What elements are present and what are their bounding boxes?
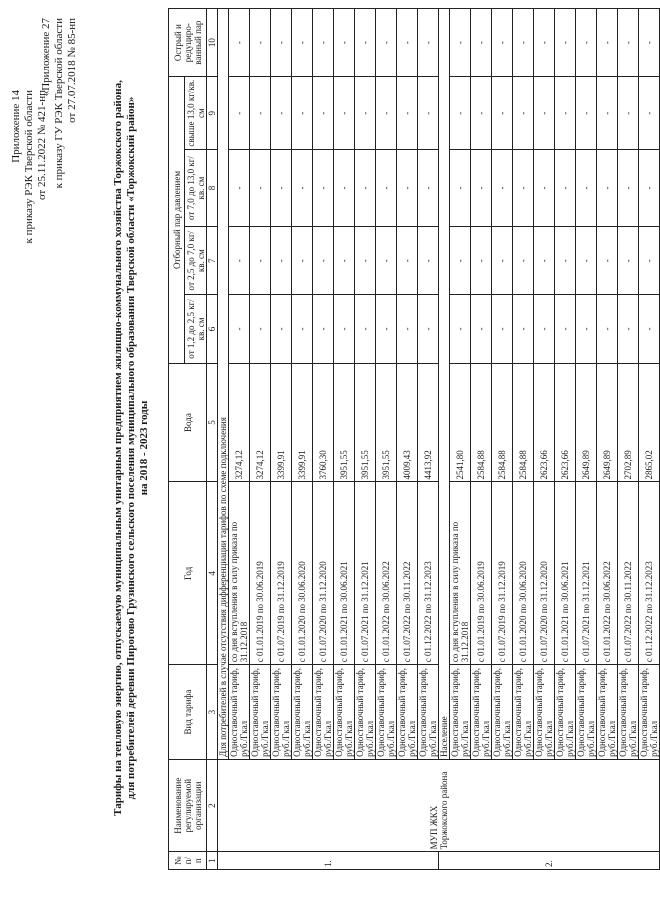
tariff-type-cell: Одноставочный тариф, руб./Гкал (292, 665, 313, 760)
water-tariff-cell: 2865,02 (639, 363, 660, 482)
empty-value-cell: - (492, 150, 513, 227)
appendix-line-2: к приказу РЭК Тверской области (23, 90, 35, 244)
empty-value-cell: - (376, 227, 397, 295)
empty-value-cell: - (555, 150, 576, 227)
header-pressure-4: свыше 13,0 кг/кв. см (185, 77, 207, 150)
table-row (450, 9, 471, 870)
empty-value-cell: - (639, 295, 660, 363)
header-pressure-3: от 7,0 до 13,0 кг/кв. см (185, 150, 207, 227)
tariff-type-cell: Одноставочный тариф, руб./Гкал (418, 665, 439, 760)
empty-value-cell: - (334, 227, 355, 295)
header-no: № п/ п (169, 852, 207, 870)
empty-value-cell: - (313, 77, 334, 150)
empty-value-cell: - (471, 150, 492, 227)
table-row (597, 9, 618, 870)
water-tariff-cell: 3951,55 (334, 363, 355, 482)
table-row (471, 9, 492, 870)
tariff-table (168, 8, 660, 870)
water-tariff-cell: 3760,30 (313, 363, 334, 482)
empty-value-cell: - (313, 227, 334, 295)
water-tariff-cell: 2649,89 (597, 363, 618, 482)
empty-value-cell: - (397, 227, 418, 295)
period-cell: с 01.07.2021 по 31.12.2021 (576, 482, 597, 665)
tariff-type-cell: Одноставочный тариф, руб./Гкал (597, 665, 618, 760)
empty-value-cell: - (355, 77, 376, 150)
empty-value-cell: - (576, 9, 597, 77)
water-tariff-cell: 3399,91 (292, 363, 313, 482)
period-cell: с 01.01.2020 по 30.06.2020 (513, 482, 534, 665)
table-row (618, 9, 639, 870)
empty-value-cell: - (355, 150, 376, 227)
empty-value-cell: - (534, 77, 555, 150)
col-number: 3 (207, 665, 218, 760)
table-body (218, 9, 660, 870)
empty-value-cell: - (250, 77, 271, 150)
tariff-type-cell: Одноставочный тариф, руб./Гкал (355, 665, 376, 760)
period-cell: со дня вступления в силу приказа по 31.12.2018 (229, 482, 250, 665)
empty-value-cell: - (334, 150, 355, 227)
empty-value-cell: - (450, 9, 471, 77)
empty-value-cell: - (555, 295, 576, 363)
empty-value-cell: - (639, 9, 660, 77)
empty-value-cell: - (471, 77, 492, 150)
table-row (271, 9, 292, 870)
title-line-2: для потребителей деревни Пирогово Грузинского сельского поселения муниципального образования Тверской области «Торжокский район» (125, 96, 137, 800)
tariff-type-cell: Одноставочный тариф, руб./Гкал (639, 665, 660, 760)
period-cell: с 01.01.2022 по 30.06.2022 (597, 482, 618, 665)
tariff-type-cell: Одноставочный тариф, руб./Гкал (471, 665, 492, 760)
empty-value-cell: - (513, 295, 534, 363)
empty-value-cell: - (555, 227, 576, 295)
table-row (250, 9, 271, 870)
empty-value-cell: - (397, 77, 418, 150)
empty-value-cell: - (492, 295, 513, 363)
title-line-1: Тарифы на тепловую энергию, отпускаемую муниципальным унитарным предприятием жилищно-коммунального хозяйства Торжокского района, (112, 80, 124, 816)
empty-value-cell: - (513, 9, 534, 77)
table-row (492, 9, 513, 870)
water-tariff-cell: 2584,88 (513, 363, 534, 482)
empty-value-cell: - (229, 227, 250, 295)
table-row (376, 9, 397, 870)
empty-value-cell: - (576, 227, 597, 295)
period-cell: с 01.07.2022 по 30.11.2022 (618, 482, 639, 665)
empty-value-cell: - (618, 227, 639, 295)
column-number-row (207, 9, 218, 870)
header-sharp-steam: Острый и редуциро-ванный пар (169, 9, 207, 77)
empty-value-cell: - (250, 150, 271, 227)
empty-value-cell: - (513, 77, 534, 150)
empty-value-cell: - (271, 9, 292, 77)
orig-appendix-line-1: «Приложение 27 (40, 18, 52, 97)
table-row (229, 9, 250, 870)
empty-value-cell: - (639, 227, 660, 295)
tariff-type-cell: Одноставочный тариф, руб./Гкал (618, 665, 639, 760)
empty-value-cell: - (513, 150, 534, 227)
empty-value-cell: - (450, 227, 471, 295)
table-row (534, 9, 555, 870)
water-tariff-cell: 2623,66 (555, 363, 576, 482)
empty-value-cell: - (418, 227, 439, 295)
empty-value-cell: - (355, 227, 376, 295)
tariff-type-cell: Одноставочный тариф, руб./Гкал (250, 665, 271, 760)
empty-value-cell: - (250, 9, 271, 77)
period-cell: с 01.07.2020 по 31.12.2020 (313, 482, 334, 665)
water-tariff-cell: 3951,55 (355, 363, 376, 482)
period-cell: с 01.01.2022 по 30.06.2022 (376, 482, 397, 665)
period-cell: с 01.07.2022 по 30.11.2022 (397, 482, 418, 665)
empty-value-cell: - (418, 295, 439, 363)
title-line-3: на 2018 - 2023 годы (138, 400, 150, 496)
empty-value-cell: - (292, 77, 313, 150)
empty-value-cell: - (450, 150, 471, 227)
empty-value-cell: - (534, 295, 555, 363)
empty-value-cell: - (376, 295, 397, 363)
col-number: 5 (207, 363, 218, 482)
table-row (639, 9, 660, 870)
empty-value-cell: - (639, 150, 660, 227)
tariff-type-cell: Одноставочный тариф, руб./Гкал (513, 665, 534, 760)
header-steam-group: Отборный пар давлением (169, 77, 185, 363)
tariff-type-cell: Одноставочный тариф, руб./Гкал (397, 665, 418, 760)
empty-value-cell: - (334, 295, 355, 363)
empty-value-cell: - (576, 150, 597, 227)
empty-value-cell: - (376, 9, 397, 77)
empty-value-cell: - (313, 9, 334, 77)
empty-value-cell: - (271, 295, 292, 363)
empty-value-cell: - (355, 295, 376, 363)
empty-value-cell: - (534, 150, 555, 227)
empty-value-cell: - (576, 77, 597, 150)
orig-appendix-line-3: от 27.07.2018 № 85-нп (66, 18, 78, 123)
original-appendix-header (40, 18, 79, 318)
period-cell: с 01.12.2022 по 31.12.2023 (418, 482, 439, 665)
empty-value-cell: - (397, 295, 418, 363)
period-cell: с 01.01.2021 по 30.06.2021 (555, 482, 576, 665)
empty-value-cell: - (597, 295, 618, 363)
water-tariff-cell: 2649,89 (576, 363, 597, 482)
empty-value-cell: - (313, 150, 334, 227)
empty-value-cell: - (618, 77, 639, 150)
document-title (112, 38, 151, 858)
header-organization: Наименование регулируемой организации (169, 759, 207, 851)
empty-value-cell: - (250, 295, 271, 363)
empty-value-cell: - (450, 77, 471, 150)
period-cell: с 01.01.2019 по 30.06.2019 (471, 482, 492, 665)
tariff-type-cell: Одноставочный тариф, руб./Гкал (534, 665, 555, 760)
empty-value-cell: - (492, 227, 513, 295)
water-tariff-cell: 3399,91 (271, 363, 292, 482)
organization-name: МУП ЖКХ Торжокского района (218, 759, 660, 851)
empty-value-cell: - (376, 77, 397, 150)
empty-value-cell: - (292, 295, 313, 363)
appendix-line-1: Приложение 14 (10, 90, 22, 163)
table-row (576, 9, 597, 870)
empty-value-cell: - (334, 9, 355, 77)
tariff-type-cell: Одноставочный тариф, руб./Гкал (576, 665, 597, 760)
empty-value-cell: - (576, 295, 597, 363)
empty-value-cell: - (271, 77, 292, 150)
period-cell: с 01.07.2021 по 31.12.2021 (355, 482, 376, 665)
empty-value-cell: - (376, 150, 397, 227)
empty-value-cell: - (292, 9, 313, 77)
col-number: 10 (207, 9, 218, 77)
empty-value-cell: - (355, 9, 376, 77)
water-tariff-cell: 2623,66 (534, 363, 555, 482)
orig-appendix-line-2: к приказу ГУ РЭК Тверской области (53, 18, 65, 189)
col-number: 2 (207, 759, 218, 851)
water-tariff-cell: 2702,89 (618, 363, 639, 482)
table-row (418, 9, 439, 870)
empty-value-cell: - (534, 9, 555, 77)
empty-value-cell: - (639, 77, 660, 150)
col-number: 1 (207, 852, 218, 870)
section-number: 2. (439, 852, 660, 870)
empty-value-cell: - (555, 9, 576, 77)
table-row (355, 9, 376, 870)
empty-value-cell: - (334, 77, 355, 150)
empty-value-cell: - (271, 150, 292, 227)
tariff-type-cell: Одноставочный тариф, руб./Гкал (450, 665, 471, 760)
section-label-row (439, 9, 450, 870)
empty-value-cell: - (271, 227, 292, 295)
empty-value-cell: - (229, 295, 250, 363)
period-cell: с 01.07.2020 по 31.12.2020 (534, 482, 555, 665)
header-water: Вода (169, 363, 207, 482)
section-label: Для потребителей в случае отсутствия дифференциации тарифов по схеме подключения (218, 9, 229, 760)
water-tariff-cell: 4009,43 (397, 363, 418, 482)
empty-value-cell: - (471, 227, 492, 295)
empty-value-cell: - (418, 150, 439, 227)
empty-value-cell: - (618, 9, 639, 77)
period-cell: с 01.01.2020 по 30.06.2020 (292, 482, 313, 665)
empty-value-cell: - (534, 227, 555, 295)
period-cell: с 01.01.2021 по 30.06.2021 (334, 482, 355, 665)
header-pressure-2: от 2,5 до 7,0 кг/кв. см (185, 227, 207, 295)
empty-value-cell: - (229, 150, 250, 227)
period-cell: со дня вступления в силу приказа по 31.12.2018 (450, 482, 471, 665)
tariff-type-cell: Одноставочный тариф, руб./Гкал (271, 665, 292, 760)
water-tariff-cell: 4413,92 (418, 363, 439, 482)
tariff-type-cell: Одноставочный тариф, руб./Гкал (376, 665, 397, 760)
empty-value-cell: - (597, 77, 618, 150)
table-row (555, 9, 576, 870)
empty-value-cell: - (292, 150, 313, 227)
empty-value-cell: - (397, 9, 418, 77)
empty-value-cell: - (597, 150, 618, 227)
col-number: 7 (207, 227, 218, 295)
tariff-type-cell: Одноставочный тариф, руб./Гкал (229, 665, 250, 760)
water-tariff-cell: 3274,12 (229, 363, 250, 482)
empty-value-cell: - (250, 227, 271, 295)
tariff-type-cell: Одноставочный тариф, руб./Гкал (555, 665, 576, 760)
water-tariff-cell: 2584,88 (492, 363, 513, 482)
empty-value-cell: - (450, 295, 471, 363)
empty-value-cell: - (229, 77, 250, 150)
empty-value-cell: - (513, 227, 534, 295)
empty-value-cell: - (418, 9, 439, 77)
period-cell: с 01.07.2019 по 31.12.2019 (271, 482, 292, 665)
table-row (513, 9, 534, 870)
empty-value-cell: - (618, 150, 639, 227)
water-tariff-cell: 2584,88 (471, 363, 492, 482)
period-cell: с 01.07.2019 по 31.12.2019 (492, 482, 513, 665)
tariff-type-cell: Одноставочный тариф, руб./Гкал (492, 665, 513, 760)
header-pressure-1: от 1,2 до 2,5 кг/кв. см (185, 295, 207, 363)
col-number: 9 (207, 77, 218, 150)
empty-value-cell: - (292, 227, 313, 295)
empty-value-cell: - (492, 9, 513, 77)
empty-value-cell: - (471, 9, 492, 77)
water-tariff-cell: 2541,80 (450, 363, 471, 482)
empty-value-cell: - (229, 9, 250, 77)
header-year: Год (169, 482, 207, 665)
col-number: 6 (207, 295, 218, 363)
tariff-type-cell: Одноставочный тариф, руб./Гкал (313, 665, 334, 760)
table-row (313, 9, 334, 870)
empty-value-cell: - (313, 295, 334, 363)
empty-value-cell: - (418, 77, 439, 150)
water-tariff-cell: 3274,12 (250, 363, 271, 482)
period-cell: с 01.01.2019 по 30.06.2019 (250, 482, 271, 665)
empty-value-cell: - (397, 150, 418, 227)
empty-value-cell: - (597, 9, 618, 77)
appendix-line-3: от 25.11.2022 № 421-нп (36, 90, 48, 200)
col-number: 4 (207, 482, 218, 665)
table-row (334, 9, 355, 870)
empty-value-cell: - (555, 77, 576, 150)
tariff-type-cell: Одноставочный тариф, руб./Гкал (334, 665, 355, 760)
header-tariff-type: Вид тарифа (169, 665, 207, 760)
section-number: 1. (218, 852, 439, 870)
section-label-row (218, 9, 229, 870)
empty-value-cell: - (471, 295, 492, 363)
table-row (292, 9, 313, 870)
table-row (397, 9, 418, 870)
col-number: 8 (207, 150, 218, 227)
empty-value-cell: - (597, 227, 618, 295)
water-tariff-cell: 3951,55 (376, 363, 397, 482)
period-cell: с 01.12.2022 по 31.12.2023 (639, 482, 660, 665)
section-label: Население (439, 9, 450, 760)
empty-value-cell: - (618, 295, 639, 363)
empty-value-cell: - (492, 77, 513, 150)
